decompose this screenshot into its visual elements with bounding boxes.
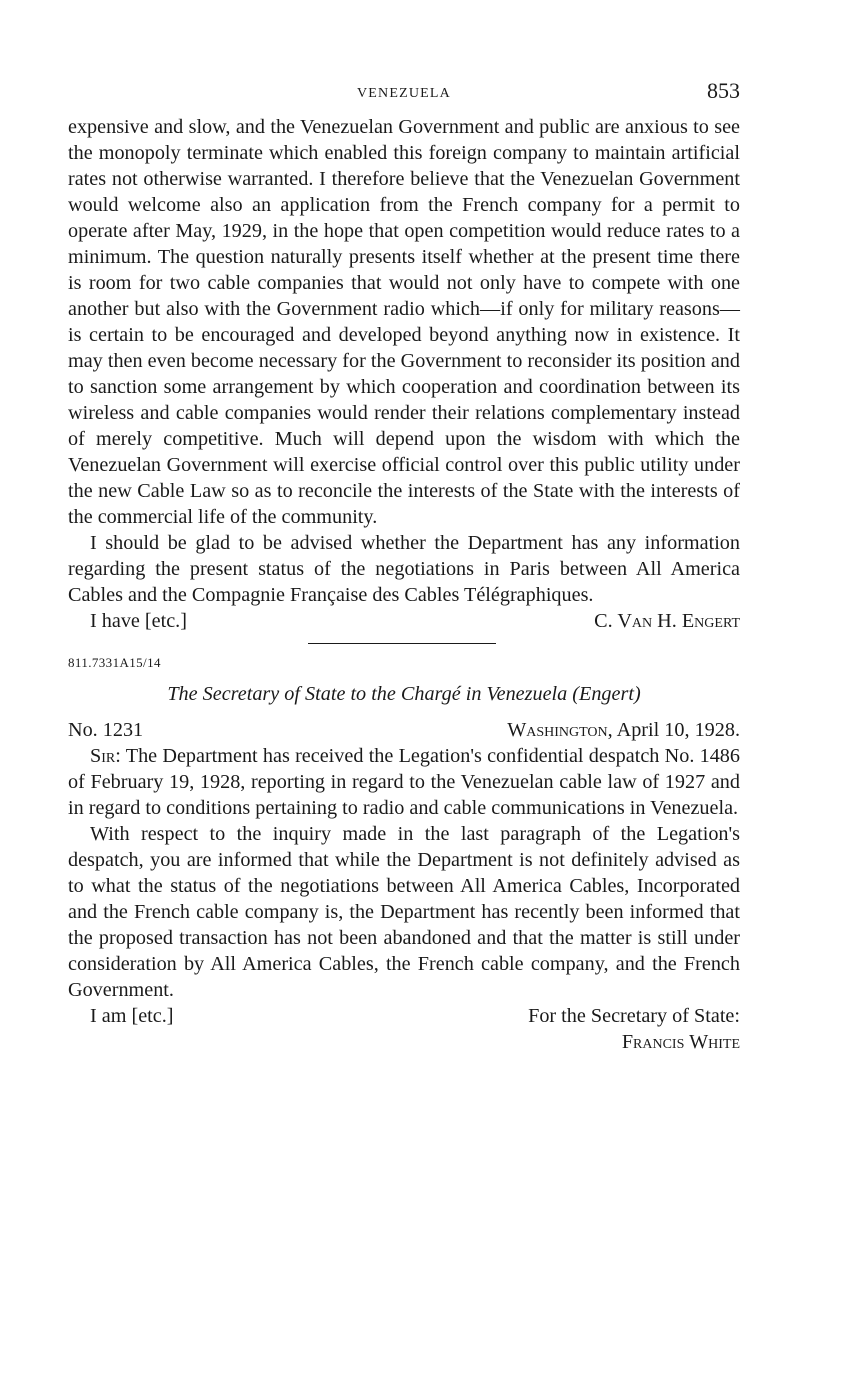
signature-engert: C. Van H. Engert bbox=[594, 610, 740, 632]
paragraph-continuation: expensive and slow, and the Venezuelan Government and public are anxious to see the monopoly terminate which enabled this foreign company to maintain artificial rates not otherwise warranted. I therefore believe that the Venezuelan Government would welcome also an application from the French company for a permit to operate after May, 1929, in the hope that open competition would reduce rates to a minimum. The question naturally presents itself whether at the present time there is room for two cable companies that would not only have to compete with one another but also with the Government radio which—if only for military reasons—is certain to be encouraged and developed beyond anything now in existence. It may then even become necessary for the Government to reconsider its position and to sanction some arrangement by which cooperation and coordination between its wireless and cable companies would render their relations complementary instead of merely competitive. Much will depend upon the wisdom with which the Venezuelan Government will exercise official control over this public utility under the new Cable Law so as to reconcile the interests of the State with the interests of the commercial life of the community. bbox=[68, 116, 740, 528]
page-number: 853 bbox=[707, 78, 740, 103]
acknowledgement-text: : The Department has received the Legation's confidential despatch No. 1486 of February 19, 1928, reporting in regard to the Venezuelan cable law of 1927 and in regard to conditions pertaining to radio and cable communications in Venezuela. bbox=[68, 745, 740, 819]
paragraph-response: With respect to the inquiry made in the last paragraph of the Legation's despatch, you are informed that while the Department is not definitely advised as to what the status of the negotiations between All America Cables, Incorporated and the French cable company is, the Department has recently been informed that the proposed transaction has not been abandoned and that the matter is still under consideration by All America Cables, the French cable company, and the French Government. bbox=[68, 823, 740, 1001]
paragraph-inquiry: I should be glad to be advised whether the Department has any information regarding the present status of the negotiations in Paris between All America Cables and the Compagnie Française des Cables Télégraphiques. bbox=[68, 532, 740, 606]
place: Washington bbox=[507, 719, 608, 741]
page bbox=[68, 78, 740, 1055]
place-date bbox=[507, 717, 740, 743]
page-header bbox=[68, 78, 740, 114]
closing-phrase-2: I am [etc.] bbox=[90, 1005, 174, 1027]
closing-line-2 bbox=[68, 1003, 740, 1029]
section-divider bbox=[308, 643, 496, 644]
closing-phrase: I have [etc.] bbox=[90, 610, 187, 632]
salutation: Sir bbox=[90, 745, 116, 767]
document-title: The Secretary of State to the Chargé in Venezuela (Engert) bbox=[167, 683, 641, 705]
file-reference: 811.7331A15/14 bbox=[68, 655, 161, 670]
despatch-number: No. 1231 bbox=[68, 719, 144, 741]
signature-white: Francis White bbox=[621, 1031, 740, 1053]
date: , April 10, 1928. bbox=[607, 719, 740, 741]
running-head: VENEZUELA bbox=[356, 86, 451, 101]
for-secretary: For the Secretary of State: bbox=[528, 1005, 740, 1027]
dateline bbox=[68, 717, 740, 743]
paragraph-acknowledgement bbox=[68, 743, 740, 821]
closing-line bbox=[68, 608, 740, 634]
